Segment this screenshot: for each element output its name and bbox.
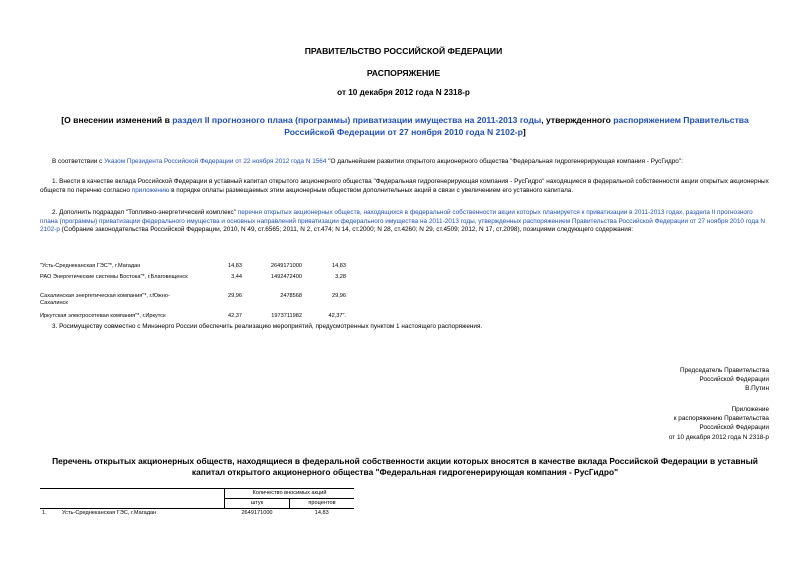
point-1-paragraph [40,178,772,195]
table-row [40,509,354,519]
intro-text-1: В соответствии с [52,158,105,165]
position-name: "Усть-Среднеканская ГЭС"*, г.Магадан [40,263,141,269]
shares-percent: 14,83 [314,510,329,516]
point-2-text-1: 2. Дополнить подраздел "Топливно-энергетический комплекс" [52,209,238,216]
title-link-order[interactable]: распоряжением Правительства Российской Федерации от 27 ноября 2010 года N 2102-р [284,115,749,137]
appendix-reference [549,405,769,442]
position-share: 3,44 [231,274,242,280]
title-text-2: , утвержденного [541,115,614,125]
position-share: 42,37 [228,313,242,319]
table-row [40,293,346,313]
shares-group-header: Количество вносимых акций [225,489,355,499]
document-date-number: от 10 декабря 2012 года N 2318-р [337,88,470,97]
row-number: 1. [42,510,47,516]
table-header-row [40,489,354,499]
signature-position: Председатель Правительства [680,367,769,374]
position-share: 14,83 [228,263,242,269]
appendix-to-order: к распоряжению Правительства [673,415,769,423]
position-name: Сахалинская энергетическая компания"*, г.Южно-Сахалинск [40,293,170,306]
position-name: РАО Энергетические системы Востока"*, г.Благовещенск [40,274,188,280]
table-row [40,274,346,293]
point-3-text: 3. Росимуществу совместно с Минэнерго России обеспечить реализацию мероприятий, предусмотренных пунктом 1 настоящего распоряжения. [52,323,483,330]
title-text-3: ] [522,127,526,137]
document-title [40,114,770,138]
point-2-text-2: (Собрание законодательства Российской Федерации, 2010, N 49, ст.6565; 2011, N 2, ст.474; N 14, ст.2000; N 28, ст.4260; N 29, ст.4509; 2012, N 17, ст.2098), позициями следующего содержания: [59,226,633,234]
point-2-link-list[interactable]: перечня открытых акционерных обществ, находящихся в федеральной собственности акции которых планируется к приватизации в 2011-2013 годах, раздела II прогнозного плана (программы) приватизации федерального имущества и основных направлений приватизации федерального имущества на 2011-2013 годы, утвержденных распоряжением Правительства Российской Федерации от 27 ноября 2010 года N 2102-р [40,209,766,234]
intro-text-2: "О дальнейшем развитии открытого акционерного общества "Федеральная гидрогенерирующая компания - РусГидро": [326,158,683,165]
position-shares-count: 2649171000 [270,263,302,269]
shares-pieces: 2649171000 [241,510,273,516]
position-percent: 29,96 [332,293,346,299]
position-share: 29,96 [228,293,242,299]
appendix-date: от 10 декабря 2012 года N 2318-р [668,433,769,441]
signature-name: В.Путин [745,385,769,393]
intro-link-decree[interactable]: Указом Президента Российской Федерации от 22 ноября 2012 года N 1564 [104,158,327,165]
title-text-1: [О внесении изменений в [61,115,173,125]
signature-authority: Российской Федерации [699,376,769,384]
point-1-text-1: 1. Внести в качестве вклада Российской Федерации в уставный капитал открытого акционерного общества "Федеральная гидрогенерирующая компания - РусГидро" находящиеся в федеральной собственности акции открытых акционерных обществ по перечню согласно [40,178,769,194]
government-heading: ПРАВИТЕЛЬСТВО РОССИЙСКОЙ ФЕДЕРАЦИИ [304,46,503,56]
table-header-row [40,499,354,509]
contribution-table [40,488,354,518]
appendix-label: Приложение [731,406,769,413]
point-1-link-appendix[interactable]: приложению [131,186,170,194]
document-type: РАСПОРЯЖЕНИЕ [366,68,441,78]
position-name: Иркутская электросетевая компания"*, г.Иркутск [40,313,166,319]
intro-paragraph [40,158,772,167]
point-1-text-2: в порядке оплаты размещаемых этим акционерным обществом дополнительных акций в связи с увеличением его уставного капитала. [169,186,574,194]
position-percent: 14,83 [332,263,346,269]
position-shares-count: 2478568 [280,293,302,299]
positions-table [40,263,346,320]
position-shares-count: 1973711982 [271,313,302,319]
appendix-authority: Российской Федерации [699,424,769,432]
signature-block [549,366,769,394]
position-percent: 42,37". [328,313,346,319]
table-row [40,313,346,320]
table-row [40,263,346,274]
point-2-paragraph [40,209,772,235]
percent-column-header: процентов [290,499,355,509]
company-name: Усть-Среднеканская ГЭС, г.Магадан [62,510,157,516]
position-percent: 3,28 [335,274,346,280]
pieces-column-header: штук [225,499,290,509]
position-shares-count: 1492472400 [270,274,302,280]
title-link-plan[interactable]: раздел II прогнозного плана (программы) приватизации имущества на 2011-2013 годы [172,115,542,125]
point-3-paragraph [40,323,482,330]
list-title: Перечень открытых акционерных обществ, находящиеся в федеральной собственности акции которых вносятся в качестве вклада Российской Федерации в уставный капитал открытого акционерного общества "Федеральная гидрогенерирующая компания - РусГидро" [52,456,758,477]
